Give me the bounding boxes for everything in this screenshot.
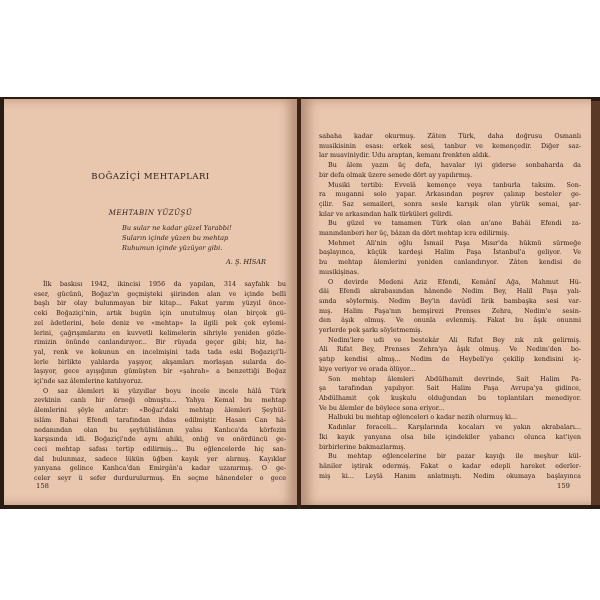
text-line: bu mehtap âlemlerini yeniden canlandırıyor. Zâten kendisi de [319,258,581,267]
left-page-body [34,280,286,484]
text-line: Musiki tertibi: Evvelâ kemençe veya tanburla taksim. Son- [328,180,581,189]
text-line: karşısında idi. Boğaziçi'nde aynı ahiki, onlığ ve onördüncü ge- [34,435,286,444]
text-line: mış. Halim Paşa'nın hemşirezi Prenses Zehra, Nedim'e sesin- [319,306,581,315]
page-number-left: 158 [36,482,49,490]
text-line: miş ki... Leylâ Hanım anlatmıştı. Nedim okumaya başlayınca [319,471,581,480]
text-line: celer seyr ü sefer durdurulurmuş. En seçme hânendeler o gece [34,474,286,483]
text-line: nedanından olan bu şeyhülislâmın yalısı Kanlıca'da körfezin [34,425,286,434]
text-line: bir defa olmak üzere senede dört ay yapılırmış. [319,170,473,179]
text-line: sında söylermiş. Nedim Bey'in davûdî lirik bambaşka sesi var- [319,296,581,305]
text-line: rimizin önünde canlandırıyor... Bir rüyada geçer gibi; hiz, ha- [34,338,286,347]
text-line: Bu güzel ve tamamen Türk olan an'ane Bahâi Efendi za- [328,219,581,228]
text-line: kiye veriyor ve orada ölüyor... [319,364,416,373]
text-line: Bu mehtap eğlencelerine bir pazar kayığı ile meşhur kül- [328,452,581,461]
text-line: başlayınca, küçük kardeşi Halim Paşa İstanbul'a geliyor. Ve [319,248,581,257]
open-book [0,97,600,509]
page-edges [591,101,600,505]
text-line: çilir. Saz semaileri, sonra sesle karışık olan yürük semai, şar- [319,199,581,208]
text-line: O devirde Medeni Aziz Efendi, Kemânî Ağa, Mahmut Hü- [328,277,581,286]
text-line: Ali Rıfat Bey, Prenses Zehra'ya âşık olmuş. Ve Nedim'den bo- [319,345,581,354]
poem-author: A. Ş. HİSAR [226,258,267,266]
text-line: şatıp kendisi almış... Nedim de Heybeli'ye çekilip kendisini iç- [319,355,581,364]
text-line: âlemlerini şöyle anlatır: «Boğaz'daki mehtap âlemleri Şeyhül- [34,406,286,415]
text-line: İlk baskısı 1942, ikincisi 1956 da yapılan, 314 sayfalık bu [43,280,286,288]
text-line: Kadınlar feraceli... Karşılarında kocaları ve yakın akrabaları... [328,423,581,432]
text-line: dâi Efendi akrabasından hânende Nedim Bey, Halil Paşa yalı- [319,287,581,296]
text-line: zevkinin canlı bir örneği olmuştu... Yahya Kemal bu mehtap [34,396,286,405]
text-line: İki kayık yanyana olsa bile içindekiler yabancı olunca kat'iyen [319,432,581,441]
right-page-body [319,132,581,481]
text-line: zel âdetlerini, hele deniz ve «mehtap» la ilgili pek çok eylemi- [34,318,286,327]
poem-line: Suların içinde yüzen bu mehtap [122,234,229,242]
text-line: yanyana gelince Kanlıca'dan Emirgân'a kadar uzanırmış. O ge- [34,464,286,473]
poem-line: Ruhumun içinde yüzüyor gibi. [122,244,223,252]
text-line: lerini, çağrışımlarını en kuvvetli kelimelerin sihriyle yeniden gözle- [34,328,286,337]
text-line: musikisinin esası: erkek sesi, tanbur ve kemençedir. Diğer saz- [319,141,581,150]
text-line: birbirlerine bakmazlarmış. [319,442,406,451]
text-line: Bu âlem yazın üç defa, havalar iyi giderse sonbaharda da [328,161,581,170]
poem-title: MEHTABIN YÜZÜŞÜ [108,209,193,217]
text-line: yerlerde pek şarkı söyletmemiş. [319,326,423,335]
text-line: Halbuki bu mehtap eğlenceleri o kadar nezih olurmuş ki... [328,413,517,422]
text-line: manındanberi her üç, bâzan da dört mehtap icra edilirmiş. [319,229,510,238]
text-line: Son mehtap âlemleri Abdülhamit devrinde, Sait Halim Pa- [328,374,581,383]
text-line: sabaha kadar okurmuş. Zâten Türk, daha doğrusu Osmanlı [319,132,581,140]
text-line: den âşık olmuş. Ve onunla evlenmiş. Fakat bu âşık onunmi [319,316,581,325]
text-line: eser, gücünü, Boğaz'ın geçmişteki şiirinden alan ve içinde belli [34,289,286,298]
text-line: Abdülhamit çok kuşkulu olduğundan bu toplantıları menediyor. [319,393,581,402]
text-line: islâm Bahai Efendi tarafından ihdas edilmiştir. Hasan Can hâ- [34,415,286,424]
text-line: ceci mehtap safası tertip edilirmiş... Bu eğlencelerde hiç san- [34,444,286,453]
text-line: kılar ve arkasından halk türküleri gelirdi. [319,209,454,218]
right-page [301,99,591,505]
text-line: lar muaviniydir. Udu araptan, kemanı frenkten aldık. [319,151,491,160]
text-line: lerle birlikte yalılarda yaşıyor, akşamları morlaşan sularda do- [34,357,286,366]
text-line: içi'nde saz âlemlerine katılıyoruz. [34,377,143,386]
text-line: ceki Boğaziçi'nin, artık bugün için unutulmuş olan birçok gü- [34,309,286,318]
text-line: hâniler iştirak edermiş. Fakat o kadar edepli hareket ederler- [319,461,581,470]
text-line: şa tarafından yapılıyor. Sait Halim Paşa Avrupa'ya gidince, [319,384,581,393]
text-line: laşıyor, gece ayışığının gümüşten bir «şahrah» a benzettiği Boğaz [34,367,286,376]
poem-line: Bu sular ne kadar güzel Yarabbi! [122,224,232,232]
text-line: ra muganni solo yapar. Arkasından peşrev çalınıp besteler ge- [319,190,581,199]
text-line: dal bulunmaz, sadece lükün üğben kayık yer alırmış. Kayıklar [34,454,286,463]
text-line: yal, renk ve kokunun en incelmişini tada tada eski Boğaziçi'li- [34,347,286,356]
text-line: Mehmet Ali'nin oğlu İsmail Paşa Mısır'da hükmü sürmeğe [328,238,581,247]
text-line: Ve bu âlemler de böylece sona eriyor... [319,403,445,412]
chapter-title: BOĞAZİÇİ MEHTAPLARI [91,172,210,182]
text-line: Nedim'lere udi ve bestekâr Ali Rıfat Bey zık zık gelirmiş. [328,335,581,344]
text-line: O saz âlemleri ki yüzyıllar boyu incele incele hâlâ Türk [43,386,286,395]
left-page [4,99,297,505]
text-line: başlı bir olay bulunmayan bir kitap... Fakat yarım yüzyıl önce- [34,299,286,308]
text-line: musikişinas. [319,267,359,276]
page-number-right: 159 [557,482,570,490]
poem [122,223,282,253]
